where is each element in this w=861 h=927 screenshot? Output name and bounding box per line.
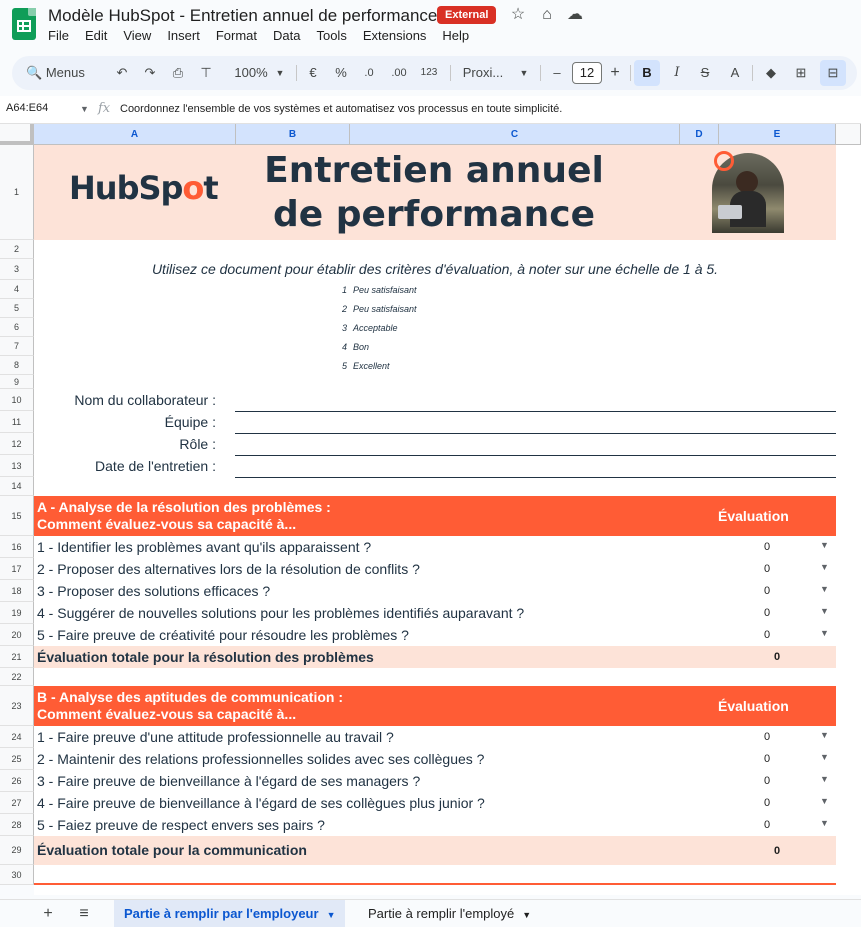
toolbar-divider (540, 65, 541, 81)
title-line-1: Entretien annuel (264, 150, 604, 191)
row-header[interactable]: 6 (0, 318, 34, 337)
total-value: 0 (774, 845, 781, 857)
external-badge: External (437, 6, 496, 24)
menu-file[interactable]: File (48, 28, 69, 43)
scale-label: Peu satisfaisant (353, 285, 417, 295)
evaluation-column-label: Évaluation (718, 508, 789, 524)
question-row (34, 770, 836, 792)
row-header[interactable]: 7 (0, 337, 34, 356)
column-header-c[interactable]: C (350, 124, 680, 145)
question-text: 5 - Faiez preuve de respect envers ses pairs ? (37, 817, 325, 833)
rating-value[interactable]: 0 (764, 819, 771, 831)
sheet-tab-label: Partie à remplir par l'employeur (124, 906, 319, 921)
chevron-down-icon[interactable]: ▼ (519, 68, 529, 78)
dropdown-arrow-icon[interactable]: ▼ (820, 818, 829, 828)
scale-number: 4 (342, 342, 348, 352)
row-header[interactable]: 21 (0, 646, 34, 668)
formula-bar (0, 96, 861, 124)
scale-number: 3 (342, 323, 348, 333)
section-a-total-row (34, 646, 836, 668)
question-row (34, 558, 836, 580)
title-line-2: de performance (273, 194, 595, 235)
row-header[interactable]: 18 (0, 580, 34, 602)
merge-cells-icon[interactable]: ⊟ (820, 60, 846, 86)
search-menus-button[interactable] (20, 56, 106, 90)
menu-insert[interactable]: Insert (167, 28, 200, 43)
rating-value[interactable]: 0 (764, 731, 771, 743)
total-label: Évaluation totale pour la résolution des problèmes (37, 649, 374, 665)
evaluation-column-label: Évaluation (718, 698, 789, 714)
menu-data[interactable]: Data (273, 28, 301, 43)
role-field[interactable] (235, 455, 836, 456)
function-icon: fx (98, 101, 111, 116)
dropdown-arrow-icon[interactable]: ▼ (820, 540, 829, 550)
dropdown-arrow-icon[interactable]: ▼ (820, 562, 829, 572)
row-header[interactable]: 30 (0, 865, 34, 885)
field-label-team: Équipe : (164, 414, 216, 430)
total-value: 0 (774, 651, 781, 663)
text-color-button[interactable]: A (730, 65, 740, 80)
review-date-field[interactable] (235, 477, 836, 478)
sheet-tab-employee[interactable] (358, 900, 541, 927)
sheets-logo-icon[interactable] (12, 8, 36, 40)
rating-value[interactable]: 0 (764, 541, 771, 553)
row-header[interactable]: 11 (0, 411, 34, 433)
redo-icon[interactable]: ↷ (144, 65, 156, 80)
toolbar-divider (630, 65, 631, 81)
question-row (34, 624, 836, 646)
font-size-input[interactable]: 12 (572, 62, 602, 84)
section-b-title: B - Analyse des aptitudes de communication : (37, 689, 343, 705)
row-header[interactable]: 23 (0, 686, 34, 726)
rating-value[interactable]: 0 (764, 775, 771, 787)
title-bar (0, 0, 861, 50)
select-all-corner[interactable] (0, 124, 34, 145)
column-header-d[interactable]: D (680, 124, 719, 145)
decorative-ring-icon (714, 151, 734, 171)
row-header[interactable]: 25 (0, 748, 34, 770)
scale-label: Acceptable (353, 323, 398, 333)
italic-button[interactable]: I (674, 65, 680, 80)
zoom-value: 100% (234, 65, 268, 80)
logo-text: t (203, 169, 218, 207)
section-b-header (34, 686, 836, 726)
menu-extensions[interactable]: Extensions (362, 28, 427, 43)
sheet-tab-label: Partie à remplir l'employé (368, 906, 515, 921)
chevron-down-icon[interactable]: ▼ (80, 104, 89, 114)
hubspot-logo (69, 169, 218, 207)
dropdown-arrow-icon[interactable]: ▼ (820, 752, 829, 762)
name-box[interactable]: A64:E64 (6, 102, 49, 114)
menu-edit[interactable]: Edit (84, 28, 108, 43)
section-b-subtitle: Comment évaluez-vous sa capacité à... (37, 706, 297, 722)
star-icon[interactable]: ☆ (510, 6, 526, 23)
logo-text: HubSp (69, 169, 183, 207)
rating-value[interactable]: 0 (764, 753, 771, 765)
row-header[interactable]: 4 (0, 280, 34, 299)
toolbar (12, 56, 857, 90)
row-header[interactable]: 10 (0, 389, 34, 411)
row-header[interactable]: 20 (0, 624, 34, 646)
scale-number: 5 (342, 361, 348, 371)
toolbar-divider (296, 65, 297, 81)
rating-value[interactable]: 0 (764, 797, 771, 809)
toolbar-divider (752, 65, 753, 81)
row-header[interactable]: 29 (0, 836, 34, 865)
scale-label: Excellent (353, 361, 390, 371)
scale-item (342, 285, 417, 295)
question-row (34, 726, 836, 748)
row-header[interactable]: 17 (0, 558, 34, 580)
dropdown-arrow-icon[interactable]: ▼ (820, 774, 829, 784)
question-row (34, 748, 836, 770)
borders-icon[interactable]: ⊞ (795, 65, 807, 80)
rating-value[interactable]: 0 (764, 629, 771, 641)
all-sheets-button[interactable]: ≡ (79, 905, 89, 922)
section-b-total-row (34, 836, 836, 865)
rating-value[interactable]: 0 (764, 563, 771, 575)
page-title (234, 149, 634, 237)
row-header[interactable]: 5 (0, 299, 34, 318)
search-icon: 🔍 (26, 65, 43, 80)
row-header[interactable]: 8 (0, 356, 34, 375)
decrease-decimal-button[interactable]: .0 (364, 67, 374, 79)
question-row (34, 792, 836, 814)
rating-value[interactable]: 0 (764, 607, 771, 619)
number-format-button[interactable]: 123 (420, 67, 438, 78)
dropdown-arrow-icon[interactable]: ▼ (820, 584, 829, 594)
print-icon[interactable]: ⎙ (172, 65, 184, 80)
rating-value[interactable]: 0 (764, 585, 771, 597)
column-header-empty (836, 124, 861, 145)
field-label-date: Date de l'entretien : (95, 458, 216, 474)
field-label-role: Rôle : (179, 436, 216, 452)
row-header[interactable]: 3 (0, 259, 34, 280)
photo-laptop (718, 205, 742, 219)
increase-decimal-button[interactable]: .00 (391, 67, 407, 79)
scale-item (342, 323, 398, 333)
font-select[interactable]: Proxi... (462, 65, 504, 80)
fill-color-icon[interactable]: ◆ (766, 65, 776, 80)
question-row (34, 580, 836, 602)
scale-number: 1 (342, 285, 348, 295)
dropdown-arrow-icon[interactable]: ▼ (820, 606, 829, 616)
question-text: 2 - Proposer des alternatives lors de la résolution de conflits ? (37, 561, 420, 577)
menu-bar (48, 28, 485, 43)
dropdown-arrow-icon[interactable]: ▼ (820, 796, 829, 806)
chevron-down-icon[interactable]: ▼ (275, 68, 285, 78)
dropdown-arrow-icon[interactable]: ▼ (820, 730, 829, 740)
question-text: 3 - Faire preuve de bienveillance à l'égard de ses managers ? (37, 773, 421, 789)
scale-item (342, 361, 390, 371)
section-a-title: A - Analyse de la résolution des problèmes : (37, 499, 331, 515)
row-header[interactable]: 28 (0, 814, 34, 836)
question-text: 1 - Identifier les problèmes avant qu'ils apparaissent ? (37, 539, 372, 555)
scale-label: Bon (353, 342, 370, 352)
move-icon[interactable]: ⌂ (542, 6, 552, 23)
menu-format[interactable]: Format (215, 28, 257, 43)
question-text: 4 - Faire preuve de bienveillance à l'égard de ses collègues plus junior ? (37, 795, 485, 811)
section-a-subtitle: Comment évaluez-vous sa capacité à... (37, 516, 297, 532)
question-text: 2 - Maintenir des relations professionnelles solides avec ses collègues ? (37, 751, 485, 767)
section-divider (34, 883, 836, 885)
strikethrough-button[interactable]: S (700, 65, 710, 80)
currency-button[interactable]: € (309, 65, 317, 80)
undo-icon[interactable]: ↶ (116, 65, 128, 80)
column-header-a[interactable]: A (34, 124, 236, 145)
menu-view[interactable]: View (123, 28, 152, 43)
add-sheet-button[interactable]: + (43, 905, 53, 922)
row-header[interactable]: 16 (0, 536, 34, 558)
row-header[interactable]: 12 (0, 433, 34, 455)
row-header[interactable]: 1 (0, 145, 34, 240)
chevron-down-icon[interactable]: ▼ (326, 910, 336, 920)
document-title[interactable]: Modèle HubSpot - Entretien annuel de performance (48, 6, 438, 25)
row-header[interactable]: 13 (0, 455, 34, 477)
sheet-tabs-bar (0, 899, 861, 927)
section-a-header (34, 496, 836, 536)
menu-tools[interactable]: Tools (316, 28, 347, 43)
menu-help[interactable]: Help (442, 28, 470, 43)
row-header[interactable]: 22 (0, 668, 34, 686)
question-text: 1 - Faire preuve d'une attitude professionnelle au travail ? (37, 729, 394, 745)
column-header-b[interactable]: B (236, 124, 350, 145)
question-row (34, 602, 836, 624)
search-menus-label: Menus (45, 65, 85, 80)
row-header[interactable]: 14 (0, 477, 34, 496)
chevron-down-icon[interactable]: ▼ (522, 910, 532, 920)
question-text: 3 - Proposer des solutions efficaces ? (37, 583, 271, 599)
row-header[interactable]: 2 (0, 240, 34, 259)
question-text: 4 - Suggérer de nouvelles solutions pour les problèmes identifiés auparavant ? (37, 605, 525, 621)
employee-name-field[interactable] (235, 411, 836, 412)
field-label-name: Nom du collaborateur : (74, 392, 216, 408)
header-banner (34, 145, 836, 240)
row-header[interactable]: 19 (0, 602, 34, 624)
paint-format-icon[interactable]: ⊤ (200, 65, 212, 80)
question-row (34, 536, 836, 558)
scale-item (342, 342, 369, 352)
scale-number: 2 (342, 304, 348, 314)
question-text: 5 - Faire preuve de créativité pour résoudre les problèmes ? (37, 627, 409, 643)
intro-text: Utilisez ce document pour établir des critères d'évaluation, à noter sur une échelle de 1 à 5. (151, 261, 719, 277)
decrease-font-size-button[interactable]: – (553, 65, 561, 80)
total-label: Évaluation totale pour la communication (37, 842, 307, 858)
toolbar-divider (450, 65, 451, 81)
increase-font-size-button[interactable]: + (610, 64, 620, 81)
row-header[interactable]: 27 (0, 792, 34, 814)
row-header[interactable]: 15 (0, 496, 34, 536)
bold-button[interactable]: B (634, 60, 660, 86)
dropdown-arrow-icon[interactable]: ▼ (820, 628, 829, 638)
team-field[interactable] (235, 433, 836, 434)
sheet-grid[interactable] (34, 145, 861, 895)
sheet-tab-employer[interactable] (114, 900, 345, 927)
row-header[interactable]: 26 (0, 770, 34, 792)
logo-sprocket: o (182, 169, 204, 207)
percent-button[interactable]: % (335, 65, 347, 80)
scale-label: Peu satisfaisant (353, 304, 417, 314)
row-header[interactable]: 9 (0, 375, 34, 389)
zoom-select[interactable] (226, 56, 276, 90)
row-header[interactable]: 24 (0, 726, 34, 748)
scale-item (342, 304, 417, 314)
photo-person-head (736, 171, 758, 193)
formula-input[interactable]: Coordonnez l'ensemble de vos systèmes et automatisez vos processus en toute simplicité. (120, 103, 563, 115)
question-row (34, 814, 836, 836)
cloud-status-icon[interactable]: ☁ (567, 6, 583, 23)
column-header-e[interactable]: E (719, 124, 836, 145)
